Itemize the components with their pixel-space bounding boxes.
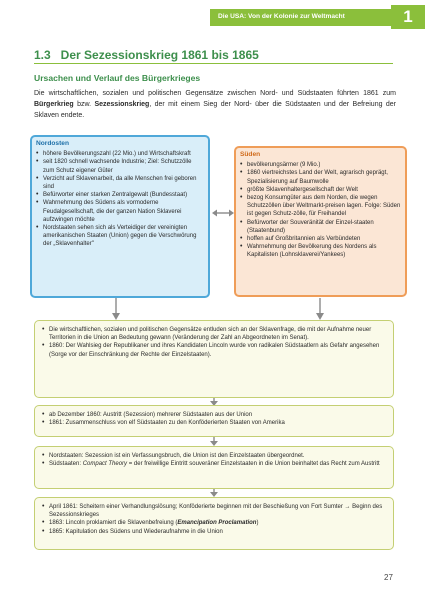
down-arrow-icon [208, 437, 220, 446]
flow-box-secession [34, 405, 394, 437]
intro-bold-1: Bürgerkrieg [34, 101, 74, 109]
intro-text-1: Die wirtschaftlichen, sozialen und politischen Gegensätze zwischen Nord- und Südstaaten führten 1861 zum [34, 90, 396, 97]
flow-item: • 1860: Der Wahlsieg der Republikaner und ihres Kandidaten Lincoln wurde von radikalen Südstaatlern als Gefahr angesehen (Sorge vor der Einschränkung der Rechte der Einzelstaaten). [42, 342, 386, 358]
flow-item-prefix: Südstaaten: [49, 461, 83, 468]
down-arrow-icon [110, 298, 122, 320]
flow-box-positions [34, 446, 394, 489]
flow-box-war [34, 497, 394, 550]
section-title: 1.3 Der Sezessionskrieg 1861 bis 1865 [34, 48, 259, 62]
flow-item-rest: = der freiwillige Eintritt souveräner Einzelstaaten in die Union beinhaltet das Recht zum Austritt [127, 461, 380, 468]
south-item: • bezog Konsumgüter aus dem Norden, die wegen Schutzzöllen über Weltmarkt-preisen lagen. Folge: Süden ist gegen Schutz-zölle, für Freihandel [240, 194, 401, 219]
south-item: • größte Sklavenhaltergesellschaft der Welt [240, 186, 401, 194]
chapter-number: 1 [391, 5, 425, 29]
title-divider [34, 63, 393, 64]
north-item: • höhere Bevölkerungszahl (22 Mio.) und Wirtschaftskraft [36, 150, 204, 158]
south-box [234, 146, 407, 297]
intro-paragraph [34, 88, 396, 122]
chapter-title: Die USA: Von der Kolonie zur Weltmacht [218, 13, 345, 20]
flow-item: • Nordstaaten: Sezession ist ein Verfassungsbruch, die Union ist den Einzelstaaten übergeordnet. [42, 452, 386, 460]
flow-item: • Die wirtschaftlichen, sozialen und politischen Gegensätze entluden sich an der Sklavenfrage, die mit der Aufnahme neuer Territorien in die Union an Bedeutung gewann (Veränderung der Zahl an Abgeordneten im Senat). [42, 326, 386, 342]
flow-item-emphasis: Compact Theory [82, 461, 128, 468]
north-list [36, 150, 204, 248]
down-arrow-icon [208, 489, 220, 497]
flow-item-emphasis: Emancipation Proclamation [177, 520, 257, 527]
flow-item: • 1865: Kapitulation des Südens und Wiederaufnahme in die Union [42, 528, 386, 536]
north-item: • Nordstaaten sehen sich als Verteidiger der vereinigten amerikanischen Staaten (Union) gegen die Verschwörung der „Sklavenhalter" [36, 224, 204, 249]
intro-bold-2: Sezessionskrieg [94, 101, 150, 109]
flow-item [42, 460, 386, 468]
north-box [30, 135, 210, 298]
flow-item [42, 519, 386, 527]
subheading: Ursachen und Verlauf des Bürgerkrieges [34, 73, 201, 83]
flow-item: • 1861: Zusammenschluss von elf Südstaaten zu den Konföderierten Staaten von Amerika [42, 419, 386, 427]
intro-text-3: , der mit einem Sieg der Nord- über die Südstaaten und der Befreiung der Sklaven endete. [34, 101, 396, 120]
south-item: • bevölkerungsärmer (9 Mio.) [240, 161, 401, 169]
south-item: • hoffen auf Großbritannien als Verbündeten [240, 235, 401, 243]
down-arrow-icon [314, 298, 326, 320]
south-item: • Befürworter der Souveränität der Einzel-staaten (Staatenbund) [240, 219, 401, 235]
north-item: • Befürworter einer starken Zentralgewalt (Bundesstaat) [36, 191, 204, 199]
south-list [240, 161, 401, 259]
south-item: • Wahrnehmung der Bevölkerung des Nordens als Kapitalisten (Lohnsklaverei/Yankees) [240, 243, 401, 259]
flow-item-suffix: ) [256, 520, 259, 527]
south-item: • 1860 viertreichstes Land der Welt, agrarisch geprägt, Spezialisierung auf Baumwolle [240, 169, 401, 185]
flow-item-prefix: 1863: Lincoln proklamiert die Sklavenbefreiung ( [49, 520, 178, 527]
header-rule [210, 25, 391, 26]
south-label: Süden [240, 151, 261, 158]
north-label: Nordosten [36, 140, 69, 147]
flow-item: • April 1861: Scheitern einer Verhandlungslösung; Konföderierte beginnen mit der Beschießung von Fort Sumter → Beginn des Sezessionskrieges [42, 503, 386, 519]
north-item: • seit 1820 schnell wachsende Industrie; Ziel: Schutzzölle zum Schutz eigener Güter [36, 158, 204, 174]
north-item: • Verzicht auf Sklavenarbeit, da alle Menschen frei geboren sind [36, 175, 204, 191]
page-number: 27 [384, 573, 393, 582]
intro-text-2: bzw. [73, 101, 95, 109]
double-arrow-icon [212, 207, 234, 219]
flow-item: • ab Dezember 1860: Austritt (Sezession) mehrerer Südstaaten aus der Union [42, 411, 386, 419]
north-item: • Wahrnehmung des Südens als vormoderne Feudalgesellschaft, die der ganzen Nation Sklaverei aufzwingen möchte [36, 199, 204, 224]
flow-box-causes [34, 320, 394, 398]
